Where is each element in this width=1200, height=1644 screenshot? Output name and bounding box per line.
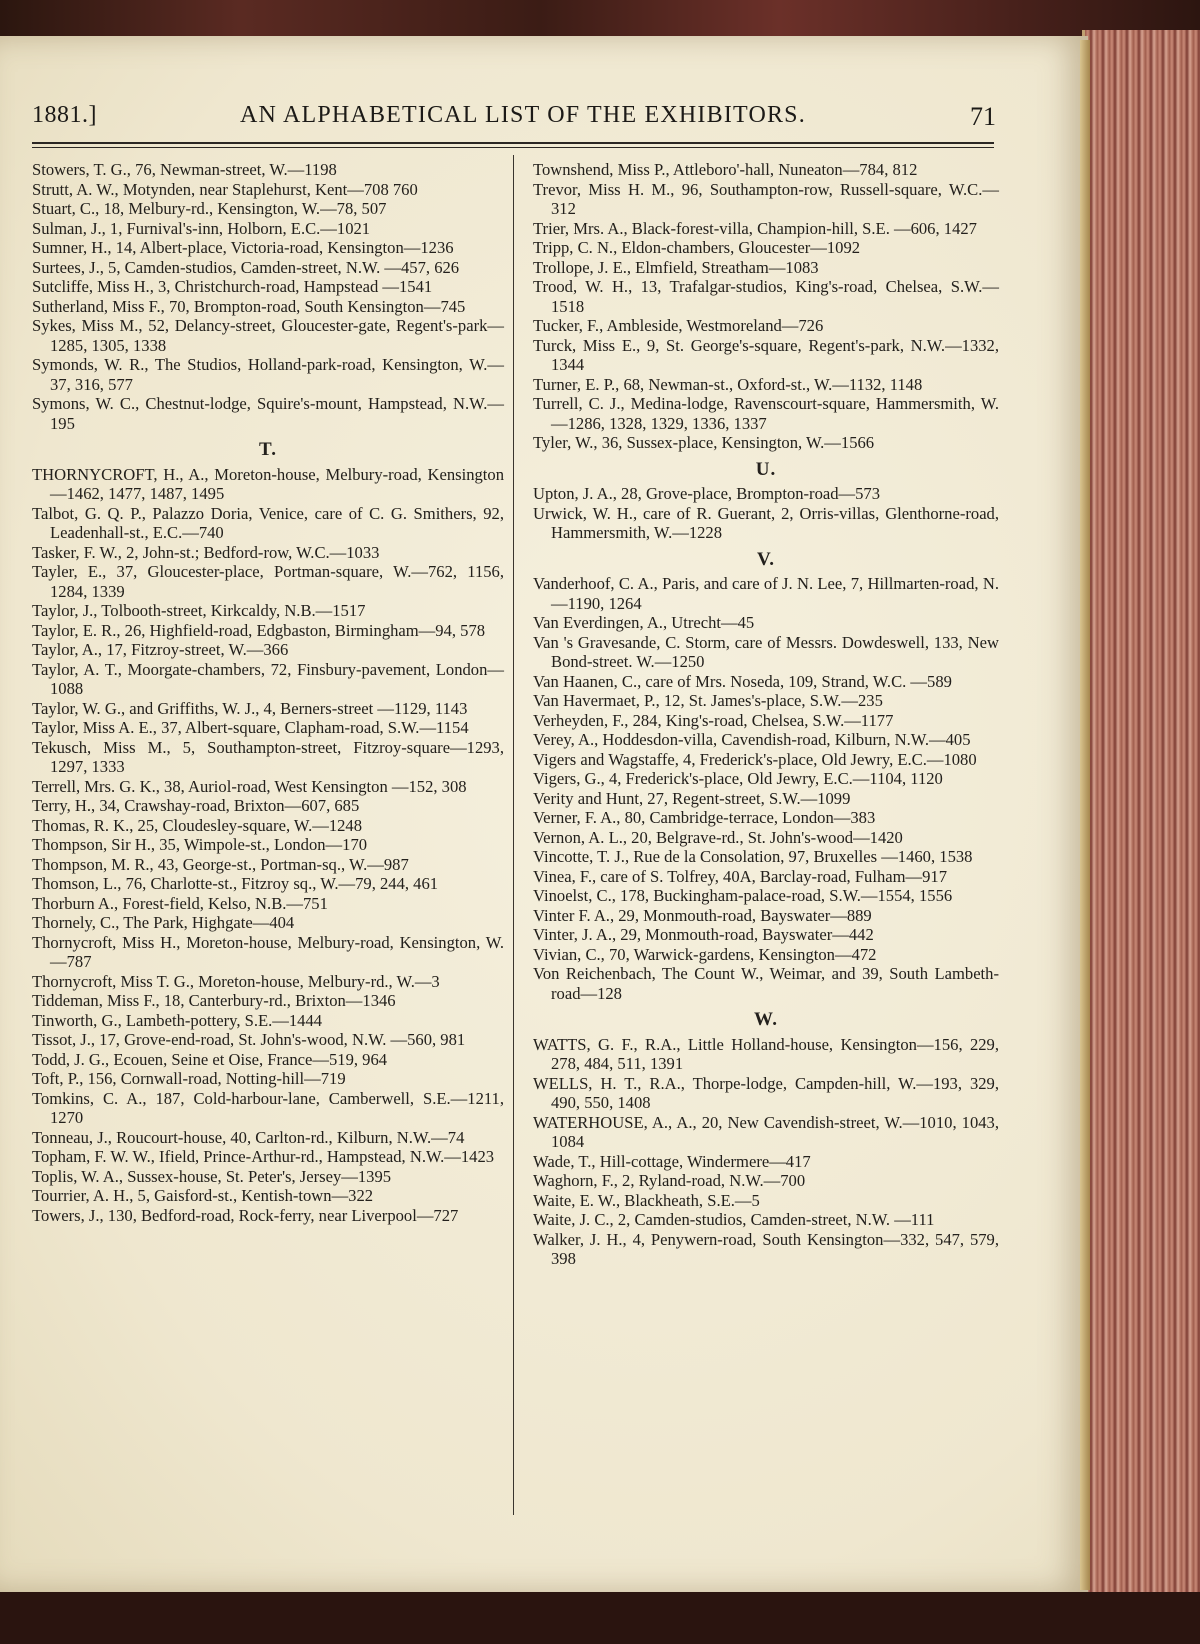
- exhibitor-entry: Taylor, J., Tolbooth-street, Kirkcaldy, N.B.—1517: [32, 601, 366, 620]
- exhibitor-entry: Thornycroft, Miss H., Moreton-house, Melbury-road, Kensington, W.—787: [32, 932, 504, 971]
- exhibitor-entry: Thomas, R. K., 25, Cloudesley-square, W.—1248: [32, 815, 363, 835]
- exhibitor-entry: Van Haanen, C., care of Mrs. Noseda, 109, Strand, W.C. —589: [533, 671, 952, 691]
- header-rule: [32, 142, 994, 144]
- exhibitor-entry: Turck, Miss E., 9, St. George's-square, Regent's-park, N.W.—1332, 1344: [533, 335, 999, 374]
- exhibitor-entry: Strutt, A. W., Motynden, near Staplehurst, Kent—708 760: [32, 179, 418, 199]
- exhibitor-entry: Toplis, W. A., Sussex-house, St. Peter's, Jersey—1395: [32, 1166, 392, 1186]
- exhibitor-entry: Tasker, F. W., 2, John-st.; Bedford-row, W.C.—1033: [32, 542, 380, 562]
- exhibitor-entry: Thornely, C., The Park, Highgate—404: [32, 913, 295, 932]
- exhibitor-entry: Todd, J. G., Ecouen, Seine et Oise, France—519, 964: [32, 1049, 388, 1069]
- book-fore-edge: [1082, 30, 1200, 1620]
- right-column: [533, 160, 999, 1269]
- section-letter: V.: [756, 548, 776, 570]
- exhibitor-entry: Turner, E. P., 68, Newman-st., Oxford-st., W.—1132, 1148: [533, 374, 923, 394]
- exhibitor-entry: Sumner, H., 14, Albert-place, Victoria-road, Kensington—1236: [32, 238, 454, 257]
- exhibitor-entry: Upton, J. A., 28, Grove-place, Brompton-road—573: [533, 484, 881, 503]
- exhibitor-entry: Taylor, E. R., 26, Highfield-road, Edgbaston, Birmingham—94, 578: [32, 620, 486, 640]
- exhibitor-entry: Tripp, C. N., Eldon-chambers, Gloucester—1092: [533, 238, 861, 257]
- exhibitor-entry: Van Everdingen, A., Utrecht—45: [533, 613, 755, 632]
- gilt-edge: [1080, 40, 1090, 1590]
- exhibitor-entry: Sutherland, Miss F., 70, Brompton-road, South Kensington—745: [32, 296, 466, 316]
- exhibitor-entry: Vernon, A. L., 20, Belgrave-rd., St. John's-wood—1420: [533, 827, 903, 847]
- exhibitor-entry: Tonneau, J., Roucourt-house, 40, Carlton-rd., Kilburn, N.W.—74: [32, 1127, 465, 1147]
- exhibitor-entry: Tinworth, G., Lambeth-pottery, S.E.—1444: [32, 1010, 323, 1030]
- exhibitor-entry: Wade, T., Hill-cottage, Windermere—417: [533, 1151, 811, 1171]
- exhibitor-entry: Vigers and Wagstaffe, 4, Frederick's-place, Old Jewry, E.C.—1080: [533, 749, 977, 769]
- exhibitor-entry: Vigers, G., 4, Frederick's-place, Old Jewry, E.C.—1104, 1120: [533, 769, 943, 788]
- exhibitor-entry: Verheyden, F., 284, King's-road, Chelsea, S.W.—1177: [533, 710, 894, 730]
- exhibitor-entry: Surtees, J., 5, Camden-studios, Camden-street, N.W. —457, 626: [32, 257, 460, 277]
- left-column: [32, 160, 504, 1225]
- exhibitor-entry: Vincotte, T. J., Rue de la Consolation, 97, Bruxelles —1460, 1538: [533, 847, 973, 866]
- book-bottom-edge: [0, 1592, 1200, 1644]
- exhibitor-entry: Verity and Hunt, 27, Regent-street, S.W.—1099: [533, 788, 851, 808]
- exhibitor-entry: Tomkins, C. A., 187, Cold-harbour-lane, Camberwell, S.E.—1211, 1270: [32, 1088, 504, 1127]
- exhibitor-entry: Taylor, A. T., Moorgate-chambers, 72, Finsbury-pavement, London—1088: [32, 659, 504, 698]
- exhibitor-entry: Waite, J. C., 2, Camden-studios, Camden-street, N.W. —111: [533, 1210, 935, 1229]
- exhibitor-entry: WATTS, G. F., R.A., Little Holland-house, Kensington—156, 229, 278, 484, 511, 1391: [533, 1034, 999, 1073]
- exhibitor-entry: Verner, F. A., 80, Cambridge-terrace, London—383: [533, 808, 876, 827]
- running-header: [32, 98, 996, 138]
- exhibitor-entry: Vinter F. A., 29, Monmouth-road, Bayswater—889: [533, 905, 872, 925]
- exhibitor-entry: Van Havermaet, P., 12, St. James's-place, S.W.—235: [533, 691, 883, 710]
- exhibitor-entry: Toft, P., 156, Cornwall-road, Notting-hill—719: [32, 1069, 346, 1088]
- exhibitor-entry: Verey, A., Hoddesdon-villa, Cavendish-road, Kilburn, N.W.—405: [533, 730, 971, 749]
- exhibitor-entry: Thorburn A., Forest-field, Kelso, N.B.—751: [32, 893, 328, 913]
- exhibitor-entry: Tissot, J., 17, Grove-end-road, St. John's-wood, N.W. —560, 981: [32, 1030, 466, 1049]
- exhibitor-entry: Taylor, W. G., and Griffiths, W. J., 4, Berners-street —1129, 1143: [32, 698, 468, 718]
- exhibitor-entry: Tekusch, Miss M., 5, Southampton-street, Fitzroy-square—1293, 1297, 1333: [32, 737, 504, 776]
- exhibitor-entry: Taylor, Miss A. E., 37, Albert-square, Clapham-road, S.W.—1154: [32, 718, 469, 737]
- exhibitor-entry: Tiddeman, Miss F., 18, Canterbury-rd., Brixton—1346: [32, 991, 396, 1010]
- section-letter: U.: [755, 458, 777, 480]
- exhibitor-entry: Vinoelst, C., 178, Buckingham-palace-road, S.W.—1554, 1556: [533, 886, 953, 905]
- exhibitor-entry: Turrell, C. J., Medina-lodge, Ravenscourt-square, Hammersmith, W.—1286, 1328, 1329, 1336, 1337: [533, 394, 999, 433]
- exhibitor-entry: Terry, H., 34, Crawshay-road, Brixton—607, 685: [32, 796, 360, 815]
- exhibitor-entry: Thornycroft, Miss T. G., Moreton-house, Melbury-rd., W.—3: [32, 971, 440, 991]
- exhibitor-entry: THORNYCROFT, H., A., Moreton-house, Melbury-road, Kensington—1462, 1477, 1487, 1495: [32, 464, 504, 503]
- exhibitor-entry: Thompson, Sir H., 35, Wimpole-st., London—170: [32, 835, 368, 854]
- exhibitor-entry: Tyler, W., 36, Sussex-place, Kensington, W.—1566: [533, 433, 875, 452]
- exhibitor-entry: WATERHOUSE, A., A., 20, New Cavendish-street, W.—1010, 1043, 1084: [533, 1112, 999, 1151]
- page-title: AN ALPHABETICAL LIST OF THE EXHIBITORS.: [240, 102, 806, 128]
- exhibitor-entry: Thomson, L., 76, Charlotte-st., Fitzroy sq., W.—79, 244, 461: [32, 874, 439, 893]
- exhibitor-entry: Thompson, M. R., 43, George-st., Portman-sq., W.—987: [32, 854, 409, 874]
- exhibitor-entry: Vinter, J. A., 29, Monmouth-road, Bayswater—442: [533, 925, 874, 944]
- exhibitor-entry: Vanderhoof, C. A., Paris, and care of J. N. Lee, 7, Hillmarten-road, N.—1190, 1264: [533, 574, 999, 613]
- exhibitor-entry: Waite, E. W., Blackheath, S.E.—5: [533, 1190, 760, 1210]
- exhibitor-entry: Terrell, Mrs. G. K., 38, Auriol-road, West Kensington —152, 308: [32, 776, 467, 796]
- exhibitor-entry: Urwick, W. H., care of R. Guerant, 2, Orris-villas, Glenthorne-road, Hammersmith, W.—1228: [533, 503, 999, 542]
- exhibitor-entry: Talbot, G. Q. P., Palazzo Doria, Venice, care of C. G. Smithers, 92, Leadenhall-st., E.C.—740: [32, 503, 504, 542]
- section-letter: W.: [753, 1009, 778, 1030]
- exhibitor-entry: Sulman, J., 1, Furnival's-inn, Holborn, E.C.—1021: [32, 218, 371, 238]
- exhibitor-entry: Tayler, E., 37, Gloucester-place, Portman-square, W.—762, 1156, 1284, 1339: [32, 562, 504, 601]
- exhibitor-entry: WELLS, H. T., R.A., Thorpe-lodge, Campden-hill, W.—193, 329, 490, 550, 1408: [533, 1073, 999, 1112]
- exhibitor-entry: Vivian, C., 70, Warwick-gardens, Kensington—472: [533, 944, 877, 964]
- exhibitor-entry: Vinea, F., care of S. Tolfrey, 40A, Barclay-road, Fulham—917: [533, 866, 948, 886]
- exhibitor-entry: Waghorn, F., 2, Ryland-road, N.W.—700: [533, 1171, 806, 1190]
- exhibitor-entry: Symons, W. C., Chestnut-lodge, Squire's-mount, Hampstead, N.W.—195: [32, 394, 504, 433]
- exhibitor-entry: Stuart, C., 18, Melbury-rd., Kensington, W.—78, 507: [32, 199, 387, 218]
- header-rule-thin: [32, 147, 994, 148]
- exhibitor-entry: Tourrier, A. H., 5, Gaisford-st., Kentish-town—322: [32, 1186, 374, 1205]
- exhibitor-entry: Taylor, A., 17, Fitzroy-street, W.—366: [32, 640, 289, 659]
- exhibitor-entry: Trood, W. H., 13, Trafalgar-studios, King's-road, Chelsea, S.W.—1518: [533, 277, 999, 316]
- exhibitor-entry: Sykes, Miss M., 52, Delancy-street, Gloucester-gate, Regent's-park—1285, 1305, 1338: [32, 316, 504, 355]
- section-letter: T.: [258, 439, 277, 460]
- exhibitor-entry: Trollope, J. E., Elmfield, Streatham—1083: [533, 257, 819, 277]
- page-number: 71: [970, 102, 996, 131]
- exhibitor-entry: Trier, Mrs. A., Black-forest-villa, Champion-hill, S.E. —606, 1427: [533, 218, 977, 238]
- column-divider: [513, 155, 514, 1515]
- exhibitor-entry: Towers, J., 130, Bedford-road, Rock-ferry, near Liverpool—727: [32, 1205, 459, 1225]
- exhibitor-entry: Van 's Gravesande, C. Storm, care of Messrs. Dowdeswell, 133, New Bond-street. W.—1250: [533, 632, 999, 671]
- exhibitor-entry: Topham, F. W. W., Ifield, Prince-Arthur-rd., Hampstead, N.W.—1423: [32, 1147, 495, 1166]
- exhibitor-entry: Stowers, T. G., 76, Newman-street, W.—1198: [32, 160, 337, 179]
- exhibitor-entry: Tucker, F., Ambleside, Westmoreland—726: [533, 316, 824, 335]
- exhibitor-entry: Symonds, W. R., The Studios, Holland-park-road, Kensington, W.—37, 316, 577: [32, 355, 504, 394]
- exhibitor-entry: Townshend, Miss P., Attleboro'-hall, Nuneaton—784, 812: [533, 160, 918, 179]
- exhibitor-entry: Walker, J. H., 4, Penywern-road, South Kensington—332, 547, 579, 398: [533, 1229, 999, 1268]
- exhibitor-entry: Trevor, Miss H. M., 96, Southampton-row, Russell-square, W.C.—312: [533, 179, 999, 218]
- exhibitor-entry: Von Reichenbach, The Count W., Weimar, and 39, South Lambeth-road—128: [533, 964, 999, 1003]
- exhibitor-entry: Sutcliffe, Miss H., 3, Christchurch-road, Hampstead —1541: [32, 277, 433, 296]
- header-year: 1881.]: [32, 102, 97, 128]
